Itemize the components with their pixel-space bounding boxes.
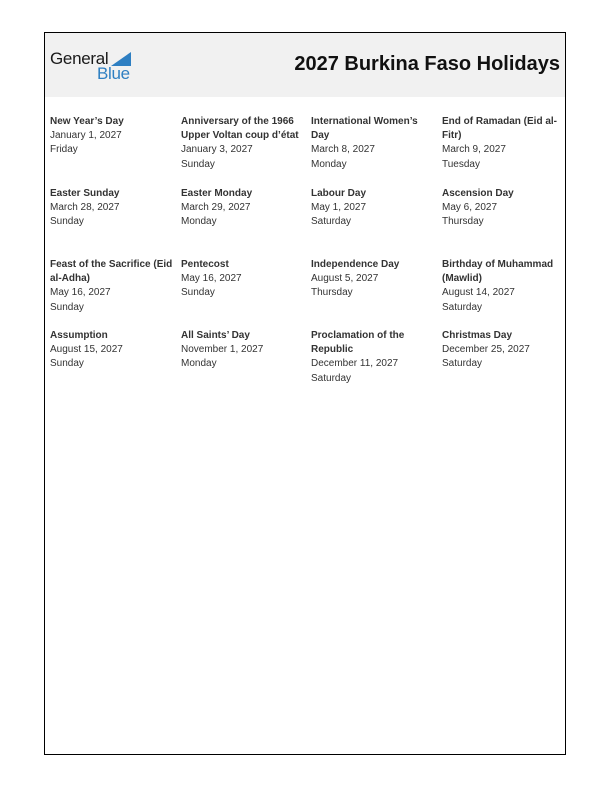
holiday-weekday: Saturday [442, 358, 483, 370]
holiday-name: Assumption [50, 330, 108, 341]
holiday-entry [311, 115, 436, 172]
logo-text-general: General [50, 49, 109, 68]
holiday-entry [442, 187, 567, 230]
holiday-entry [50, 187, 175, 230]
holiday-entry [442, 258, 567, 315]
holiday-weekday: Saturday [311, 372, 352, 384]
header-band [45, 33, 565, 97]
holiday-weekday: Monday [181, 216, 217, 228]
holiday-entry [50, 115, 175, 158]
holiday-date: November 1, 2027 [181, 344, 264, 356]
holiday-entry [311, 187, 436, 230]
holiday-entry [50, 258, 175, 315]
holiday-name: Anniversary of the 1966 Upper Voltan coup d’état [181, 116, 299, 142]
holiday-name: Easter Sunday [50, 188, 120, 199]
holiday-date: March 9, 2027 [442, 144, 506, 156]
holiday-entry [311, 329, 436, 386]
holiday-weekday: Sunday [181, 158, 215, 170]
generalblue-logo [50, 49, 140, 85]
holiday-weekday: Sunday [50, 358, 84, 370]
holiday-date: August 14, 2027 [442, 287, 515, 299]
holiday-weekday: Saturday [442, 301, 483, 313]
holiday-date: December 11, 2027 [311, 358, 399, 370]
holiday-name: Birthday of Muhammad (Mawlid) [442, 259, 554, 285]
holiday-weekday: Monday [181, 358, 217, 370]
holiday-weekday: Sunday [50, 216, 84, 228]
holiday-weekday: Thursday [442, 216, 484, 228]
holiday-date: May 16, 2027 [50, 287, 111, 299]
holiday-name: New Year’s Day [50, 116, 124, 127]
holiday-weekday: Sunday [50, 301, 84, 313]
holiday-entry [442, 115, 567, 172]
holiday-date: May 16, 2027 [181, 273, 242, 285]
holiday-date: May 6, 2027 [442, 202, 498, 214]
holiday-entry [181, 187, 306, 230]
holiday-name: Proclamation of the Republic [311, 330, 405, 356]
holiday-weekday: Saturday [311, 216, 352, 228]
holiday-entry [50, 329, 175, 372]
holiday-date: August 15, 2027 [50, 344, 123, 356]
logo-text-blue: Blue [97, 64, 130, 83]
holiday-weekday: Tuesday [442, 158, 480, 170]
holiday-entry [181, 258, 306, 301]
holiday-entry [442, 329, 567, 372]
holiday-date: December 25, 2027 [442, 344, 530, 356]
holiday-date: January 1, 2027 [50, 130, 122, 142]
holiday-name: Feast of the Sacrifice (Eid al-Adha) [50, 259, 173, 285]
holiday-entry [181, 115, 306, 172]
holiday-date: March 29, 2027 [181, 202, 251, 214]
holiday-date: March 28, 2027 [50, 202, 120, 214]
holiday-date: March 8, 2027 [311, 144, 375, 156]
holiday-date: May 1, 2027 [311, 202, 367, 214]
holiday-name: Christmas Day [442, 330, 513, 341]
holiday-entry [181, 329, 306, 372]
holiday-name: All Saints’ Day [181, 330, 250, 341]
holiday-entry [311, 258, 436, 301]
holiday-name: Independence Day [311, 259, 400, 270]
holiday-date: January 3, 2027 [181, 144, 253, 156]
holiday-weekday: Monday [311, 158, 347, 170]
page-title: 2027 Burkina Faso Holidays [294, 53, 560, 75]
holiday-name: International Women’s Day [311, 116, 418, 142]
holiday-name: Easter Monday [181, 188, 253, 199]
holiday-name: Ascension Day [442, 188, 514, 199]
holiday-weekday: Sunday [181, 287, 215, 299]
holiday-name: Pentecost [181, 259, 229, 270]
holiday-date: August 5, 2027 [311, 273, 379, 285]
holiday-weekday: Thursday [311, 287, 353, 299]
holiday-name: End of Ramadan (Eid al-Fitr) [442, 116, 558, 142]
page-frame [44, 32, 566, 755]
holiday-weekday: Friday [50, 144, 78, 156]
holiday-name: Labour Day [311, 188, 367, 199]
